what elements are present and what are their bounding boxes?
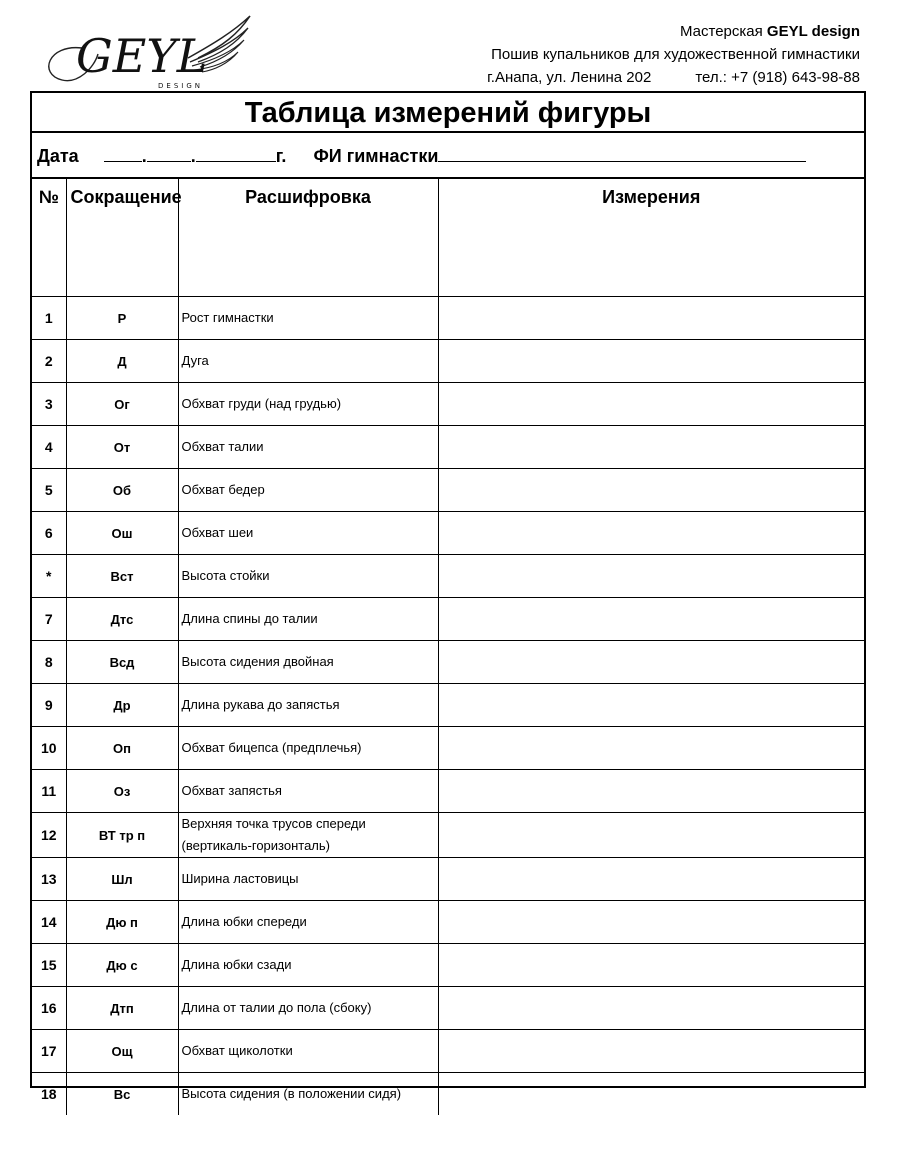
col-abbr-header: Сокращение	[66, 179, 178, 297]
row-number: 17	[32, 1030, 66, 1073]
row-abbreviation: Дю с	[66, 944, 178, 987]
row-measurement-cell[interactable]	[438, 858, 864, 901]
row-abbreviation: Ощ	[66, 1030, 178, 1073]
row-abbreviation: Вс	[66, 1073, 178, 1116]
row-abbreviation: Р	[66, 297, 178, 340]
row-measurement-cell[interactable]	[438, 944, 864, 987]
contact-line	[430, 66, 860, 89]
phone: тел.: +7 (918) 643-98-88	[695, 69, 860, 86]
row-number: 18	[32, 1073, 66, 1116]
row-description: Обхват щиколотки	[178, 1030, 438, 1073]
table-row	[32, 987, 864, 1030]
row-measurement-cell[interactable]	[438, 1073, 864, 1116]
row-abbreviation: Вст	[66, 555, 178, 598]
logo-text: GEYL	[76, 29, 208, 83]
row-measurement-cell[interactable]	[438, 813, 864, 858]
row-measurement-cell[interactable]	[438, 641, 864, 684]
row-abbreviation: Об	[66, 469, 178, 512]
geyl-logo	[38, 14, 253, 92]
row-number: 8	[32, 641, 66, 684]
row-description: Ширина ластовицы	[178, 858, 438, 901]
row-abbreviation: Др	[66, 684, 178, 727]
row-number: 6	[32, 512, 66, 555]
table-row	[32, 684, 864, 727]
row-description: Высота стойки	[178, 555, 438, 598]
row-description: Длина спины до талии	[178, 598, 438, 641]
row-abbreviation: Оп	[66, 727, 178, 770]
table-row	[32, 426, 864, 469]
row-number: 5	[32, 469, 66, 512]
date-label: Дата	[37, 146, 79, 166]
row-description: Высота сидения (в положении сидя)	[178, 1073, 438, 1116]
row-number: 16	[32, 987, 66, 1030]
row-abbreviation: Д	[66, 340, 178, 383]
row-number: 14	[32, 901, 66, 944]
row-description: Обхват талии	[178, 426, 438, 469]
col-num-header: №	[32, 179, 66, 297]
row-abbreviation: Дтс	[66, 598, 178, 641]
row-measurement-cell[interactable]	[438, 383, 864, 426]
table-row	[32, 598, 864, 641]
row-description: Рост гимнастки	[178, 297, 438, 340]
row-number: 9	[32, 684, 66, 727]
date-month-field[interactable]	[147, 147, 191, 162]
row-description: Обхват груди (над грудью)	[178, 383, 438, 426]
measurements-table	[32, 179, 864, 1115]
row-abbreviation: Шл	[66, 858, 178, 901]
table-row	[32, 340, 864, 383]
row-number: 11	[32, 770, 66, 813]
table-row	[32, 641, 864, 684]
date-year-field[interactable]	[196, 147, 276, 162]
row-description: Длина юбки сзади	[178, 944, 438, 987]
measurement-form	[30, 91, 866, 1102]
table-row	[32, 512, 864, 555]
row-description: Высота сидения двойная	[178, 641, 438, 684]
logo-graphic	[38, 14, 253, 92]
row-number: *	[32, 555, 66, 598]
row-number: 2	[32, 340, 66, 383]
table-row	[32, 944, 864, 987]
row-abbreviation: Ог	[66, 383, 178, 426]
table-row	[32, 770, 864, 813]
row-number: 4	[32, 426, 66, 469]
row-measurement-cell[interactable]	[438, 469, 864, 512]
row-number: 1	[32, 297, 66, 340]
row-abbreviation: Всд	[66, 641, 178, 684]
row-number: 3	[32, 383, 66, 426]
row-measurement-cell[interactable]	[438, 297, 864, 340]
row-number: 13	[32, 858, 66, 901]
row-description: Обхват запястья	[178, 770, 438, 813]
row-measurement-cell[interactable]	[438, 426, 864, 469]
row-abbreviation: От	[66, 426, 178, 469]
workshop-name: GEYL design	[766, 23, 860, 40]
row-description: Верхняя точка трусов спереди (вертикаль-горизонталь)	[178, 813, 438, 858]
row-abbreviation: Дтп	[66, 987, 178, 1030]
table-row	[32, 813, 864, 858]
table-row	[32, 383, 864, 426]
row-description: Длина рукава до запястья	[178, 684, 438, 727]
name-label: ФИ гимнастки	[313, 146, 439, 166]
table-row	[32, 469, 864, 512]
row-measurement-cell[interactable]	[438, 1030, 864, 1073]
row-number: 15	[32, 944, 66, 987]
row-abbreviation: ВТ тр п	[66, 813, 178, 858]
row-abbreviation: Дю п	[66, 901, 178, 944]
table-header-row	[32, 179, 864, 297]
table-row	[32, 858, 864, 901]
table-row	[32, 727, 864, 770]
row-measurement-cell[interactable]	[438, 684, 864, 727]
row-abbreviation: Ош	[66, 512, 178, 555]
logo-subtext: DESIGN	[158, 82, 203, 90]
row-description: Обхват шеи	[178, 512, 438, 555]
workshop-info	[430, 20, 860, 89]
date-day-field[interactable]	[104, 147, 142, 162]
row-description: Дуга	[178, 340, 438, 383]
row-measurement-cell[interactable]	[438, 727, 864, 770]
row-number: 12	[32, 813, 66, 858]
row-measurement-cell[interactable]	[438, 512, 864, 555]
col-measure-header: Измерения	[438, 179, 864, 297]
row-description: Обхват бицепса (предплечья)	[178, 727, 438, 770]
row-measurement-cell[interactable]	[438, 555, 864, 598]
row-description: Обхват бедер	[178, 469, 438, 512]
row-number: 7	[32, 598, 66, 641]
row-measurement-cell[interactable]	[438, 901, 864, 944]
row-measurement-cell[interactable]	[438, 770, 864, 813]
table-row	[32, 901, 864, 944]
table-row	[32, 1030, 864, 1073]
row-number: 10	[32, 727, 66, 770]
table-row	[32, 555, 864, 598]
form-title: Таблица измерений фигуры	[32, 93, 864, 133]
gymnast-name-field[interactable]	[438, 147, 806, 162]
workshop-prefix: Мастерская	[680, 23, 767, 40]
row-measurement-cell[interactable]	[438, 598, 864, 641]
row-description: Длина от талии до пола (сбоку)	[178, 987, 438, 1030]
row-measurement-cell[interactable]	[438, 987, 864, 1030]
col-desc-header: Расшифровка	[178, 179, 438, 297]
row-measurement-cell[interactable]	[438, 340, 864, 383]
workshop-name-line	[430, 20, 860, 43]
table-row	[32, 297, 864, 340]
table-row	[32, 1073, 864, 1116]
date-name-row: Дата . . г. ФИ гимнастки	[32, 133, 864, 179]
address: г.Анапа, ул. Ленина 202	[487, 69, 652, 86]
tagline: Пошив купальников для художественной гимнастики	[491, 46, 860, 63]
row-description: Длина юбки спереди	[178, 901, 438, 944]
year-suffix: г.	[275, 146, 287, 166]
row-abbreviation: Оз	[66, 770, 178, 813]
